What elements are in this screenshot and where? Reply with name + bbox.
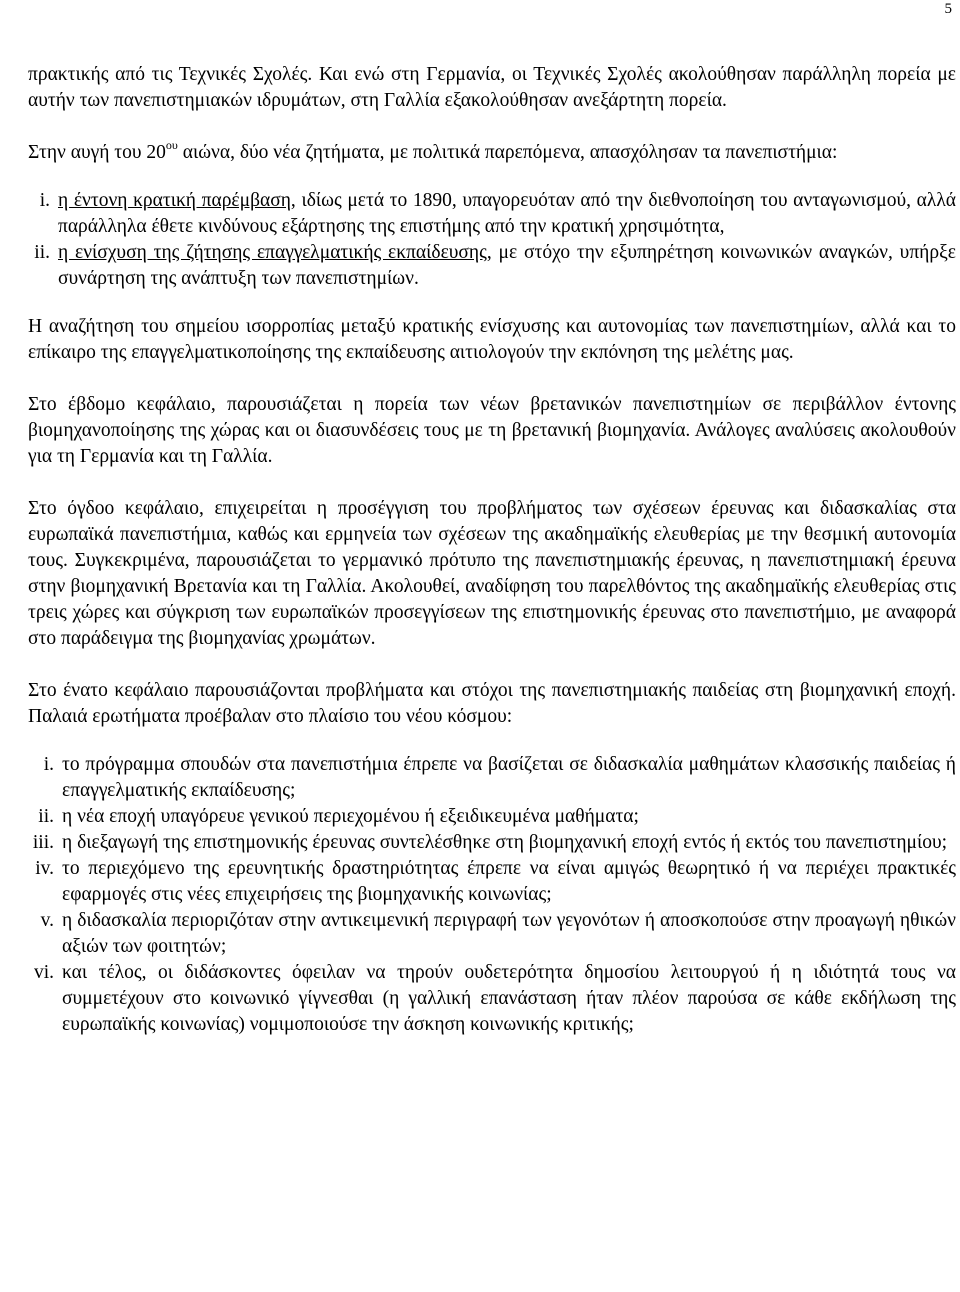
para2-before: Στην αυγή του 20: [28, 142, 166, 163]
document-body: [28, 62, 956, 1038]
list-item-underlined-text: η έντονη κρατική παρέμβαση: [58, 190, 291, 211]
paragraph-intro-continuation: πρακτικής από τις Τεχνικές Σχολές. Και ενώ στη Γερμανία, οι Τεχνικές Σχολές ακολούθησαν παράλληλη πορεία με αυτήν των πανεπιστημιακών ιδρυμάτων, στη Γαλλία εξακολούθησαν ανεξάρτητη πορεία.: [28, 64, 956, 111]
list-item: [28, 752, 956, 804]
list-item: [28, 908, 956, 960]
list-item-number: ii.: [38, 806, 54, 827]
list-item-number: i.: [43, 754, 54, 775]
para2-after: αιώνα, δύο νέα ζητήματα, με πολιτικά παρεπόμενα, απασχόλησαν τα πανεπιστήμια:: [177, 142, 838, 163]
list-item-text: , με στόχο την εξυπηρέτηση κοινωνικών αναγκών, υπήρξε συνάρτηση της ανάπτυξη των πανεπιστημίων.: [58, 242, 956, 289]
list-item-text: η διδασκαλία περιοριζόταν στην αντικειμενική περιγραφή των γεγονότων ή αποσκοπούσε στην προαγωγή ηθικών αξιών των φοιτητών;: [62, 910, 956, 957]
issues-list: [28, 188, 956, 292]
questions-list: [28, 752, 956, 1038]
list-item-text: η διεξαγωγή της επιστημονικής έρευνας συντελέσθηκε στη βιομηχανική εποχή εντός ή εκτός του πανεπιστημίου;: [62, 832, 948, 853]
list-item-number: vi.: [33, 962, 54, 983]
list-item: [28, 804, 956, 830]
paragraph-chapter-eight: Στο όγδοο κεφάλαιο, επιχειρείται η προσέγγιση του προβλήματος των σχέσεων έρευνας και διδασκαλίας στα ευρωπαϊκά πανεπιστήμια, καθώς και ερμηνεία των σχέσεων της ακαδημαϊκής ελευθερίας με την θεσμική αυτονομία τους. Συγκεκριμένα, παρουσιάζεται το γερμανικό πρότυπο της πανεπιστημιακής έρευνας, η πανεπιστημιακή έρευνα στην βιομηχανική Βρετανία και τη Γαλλία. Ακολουθεί, αναδίφηση του παρελθόντος της ακαδημαϊκής ελευθερίας στις τρεις χώρες και σύγκριση των ευρωπαϊκών προσεγγίσεων της επιστημονικής έρευνας στο πανεπιστήμιο, με αναφορά στο παράδειγμα της βιομηχανίας χρωμάτων.: [28, 498, 956, 649]
list-item-number: ii.: [34, 242, 50, 263]
paragraph-chapter-nine: Στο ένατο κεφάλαιο παρουσιάζονται προβλήματα και στόχοι της πανεπιστημιακής παιδείας στη βιομηχανική εποχή. Παλαιά ερωτήματα προέβαλαν στο πλαίσιο του νέου κόσμου:: [28, 680, 956, 727]
list-item-number: v.: [40, 910, 54, 931]
paragraph-chapter-seven: Στο έβδομο κεφάλαιο, παρουσιάζεται η πορεία των νέων βρετανικών πανεπιστημίων σε περιβάλλον έντονης βιομηχανοποίησης της χώρας και οι διασυνδέσεις τους με τη βρετανική βιομηχανία. Ανάλογες αναλύσεις ακολουθούν για τη Γερμανία και τη Γαλλία.: [28, 394, 956, 467]
list-item-text: η νέα εποχή υπαγόρευε γενικού περιεχομένου ή εξειδικευμένα μαθήματα;: [62, 806, 639, 827]
page-number: 5: [944, 1, 952, 17]
list-item: [28, 188, 956, 240]
list-item-underlined-text: η ενίσχυση της ζήτησης επαγγελματικής εκπαίδευσης: [58, 242, 487, 263]
list-item-number: i.: [39, 190, 50, 211]
list-item-text: και τέλος, οι διδάσκοντες όφειλαν να τηρούν ουδετερότητα δημοσίου λειτουργού ή η ιδιότητά τους να συμμετέχουν στο κοινωνικό γίγνεσθαι (η γαλλική επανάσταση ήταν πλέον παρούσα σε κάθε εκδήλωση της ευρωπαϊκής κοινωνίας) νομιμοποιούσε την άσκηση κοινωνικής κριτικής;: [62, 962, 956, 1035]
paragraph-twentieth-century: [28, 140, 956, 166]
list-item-text: το περιεχόμενο της ερευνητικής δραστηριότητας έπρεπε να είναι αμιγώς θεωρητικό ή να περιέχει πρακτικές εφαρμογές στις νέες επιχειρήσεις της βιομηχανικής κοινωνίας;: [62, 858, 956, 905]
list-item: [28, 856, 956, 908]
paragraph-study-rationale: Η αναζήτηση του σημείου ισορροπίας μεταξύ κρατικής ενίσχυσης και αυτονομίας των πανεπιστημίων, αλλά και το επίκαιρο της επαγγελματικοποίησης της εκπαίδευσης αιτιολογούν την εκπόνηση της μελέτης μας.: [28, 316, 956, 363]
list-item-text: , ιδίως μετά το 1890, υπαγορευόταν από την διεθνοποίηση του ανταγωνισμού, αλλά παράλληλα έθετε κινδύνους εξάρτησης της επιστήμης από την κρατική χρησιμότητα,: [58, 190, 956, 237]
list-item-number: iii.: [32, 832, 54, 853]
list-item: [28, 240, 956, 292]
list-item: [28, 960, 956, 1038]
list-item: [28, 830, 956, 856]
list-item-text: το πρόγραμμα σπουδών στα πανεπιστήμια έπρεπε να βασίζεται σε διδασκαλία μαθημάτων κλασσικής παιδείας ή επαγγελματικής εκπαίδευσης;: [62, 754, 956, 801]
para2-superscript: ου: [165, 138, 178, 152]
list-item-number: iv.: [35, 858, 54, 879]
